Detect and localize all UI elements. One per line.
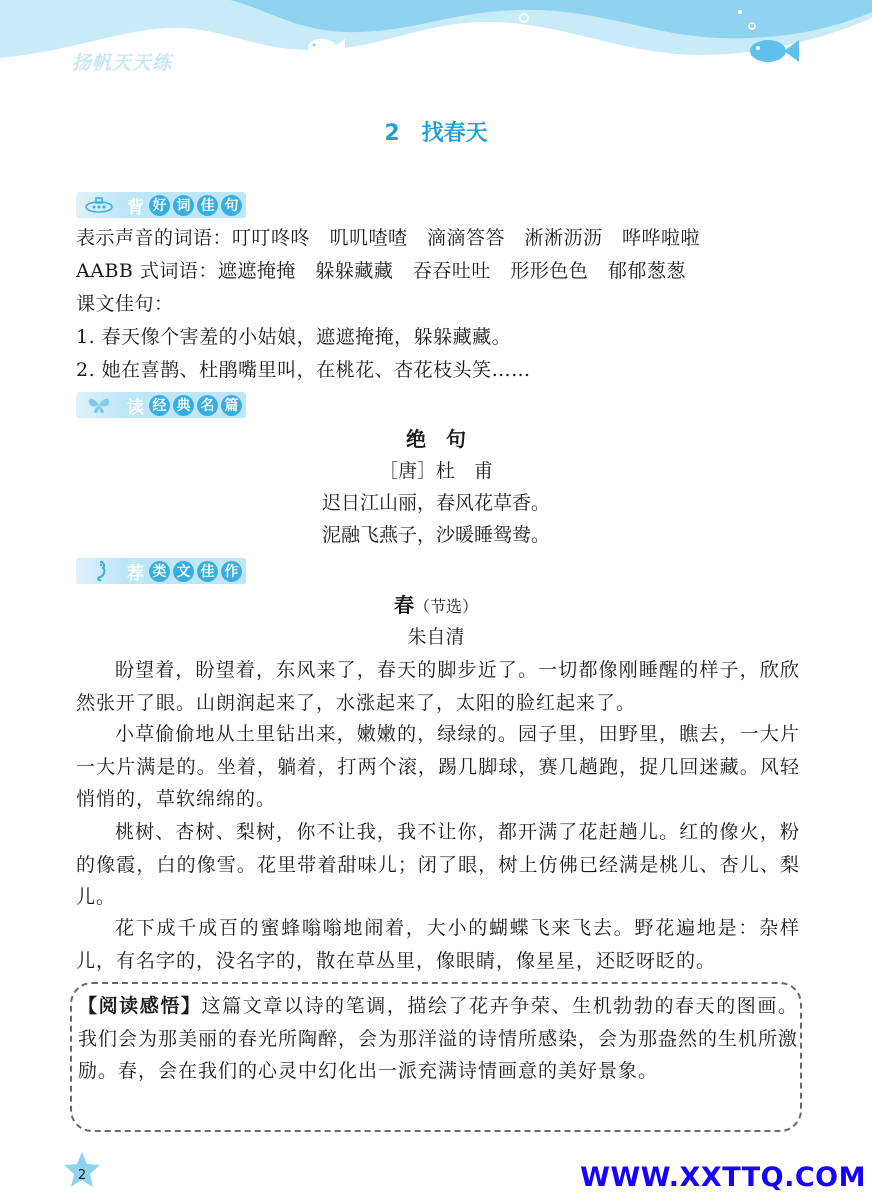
tag-char: 类 — [149, 561, 170, 582]
reflection-label: 【阅读感悟】 — [78, 995, 202, 1017]
sound-words-line: 表示声音的词语：叮叮咚咚 叽叽喳喳 滴滴答答 淅淅沥沥 哗哗啦啦 — [76, 227, 701, 249]
tag-char: 经 — [149, 395, 170, 416]
tag-char: 句 — [221, 195, 242, 216]
essay-title-note: （节选） — [413, 597, 478, 616]
tag-char: 典 — [173, 395, 194, 416]
butterfly-icon — [76, 392, 122, 418]
reflection-text — [78, 990, 798, 1088]
header-banner — [0, 0, 872, 80]
good-sentences-label: 课文佳句： — [76, 293, 174, 315]
tag-char: 名 — [197, 395, 218, 416]
essay-author: 朱自清 — [407, 626, 465, 648]
poem-line-1: 迟日江山丽，春风花草香。 — [321, 492, 550, 514]
tag-char: 作 — [221, 561, 242, 582]
essay-paragraph-1: 盼望着，盼望着，东风来了，春天的脚步近了。一切都像刚睡醒的样子，欣欣然张开了眼。山朗润起来了，水涨起来了，太阳的脸红起来了。 — [76, 659, 800, 714]
tag-char: 荐 — [127, 563, 144, 584]
section-tag-good-words — [76, 192, 246, 218]
seahorse-icon — [76, 558, 122, 584]
tag-char: 佳 — [197, 195, 218, 216]
submarine-icon — [76, 192, 122, 218]
tag-char: 佳 — [197, 561, 218, 582]
tag-char: 词 — [173, 195, 194, 216]
section-tag-recommended — [76, 558, 246, 584]
essay-title: 春 — [393, 593, 414, 617]
fish-icon — [306, 36, 346, 58]
lesson-name: 找春天 — [421, 121, 488, 146]
poem-line-2: 泥融飞燕子，沙暖睡鸳鸯。 — [321, 524, 550, 546]
poem-title: 绝 句 — [406, 427, 466, 451]
aabb-words-line: AABB 式词语：遮遮掩掩 躲躲藏藏 吞吞吐吐 形形色色 郁郁葱葱 — [76, 260, 686, 282]
fish-icon — [748, 36, 800, 66]
good-sentence-2: 2. 她在喜鹊、杜鹃嘴里叫，在桃花、杏花枝头笑…… — [76, 359, 531, 381]
tag-char: 读 — [127, 397, 144, 418]
reflection-body: 这篇文章以诗的笔调，描绘了花卉争荣、生机勃勃的春天的图画。我们会为那美丽的春光所陶醉，会为那洋溢的诗情所感染，会为那盎然的生机所激励。春，会在我们的心灵中幻化出一派充满诗情画意的美好景象。 — [78, 995, 799, 1082]
lesson-title — [0, 116, 872, 147]
tag-char: 好 — [149, 195, 170, 216]
essay-paragraph-2: 小草偷偷地从土里钻出来，嫩嫩的，绿绿的。园子里，田野里，瞧去，一大片一大片满是的。坐着，躺着，打两个滚，踢几脚球，赛几趟跑，捉几回迷藏。风轻悄悄的，草软绵绵的。 — [76, 723, 800, 810]
section-tag-classics — [76, 392, 246, 418]
essay-title-line — [0, 590, 872, 622]
brand-title: 扬帆天天练 — [72, 52, 173, 74]
poem-author: ［唐］杜 甫 — [378, 460, 493, 482]
tag-char: 文 — [173, 561, 194, 582]
tag-char: 背 — [127, 197, 144, 218]
essay-paragraph-3: 桃树、杏树、梨树，你不让我，我不让你，都开满了花赶趟儿。红的像火，粉的像霞，白的像雪。花里带着甜味儿；闭了眼，树上仿佛已经满是桃儿、杏儿、梨儿。 — [76, 821, 800, 908]
essay-paragraph-4: 花下成千成百的蜜蜂嗡嗡地闹着，大小的蝴蝶飞来飞去。野花遍地是：杂样儿，有名字的，没名字的，散在草丛里，像眼睛，像星星，还眨呀眨的。 — [76, 917, 800, 972]
good-sentence-1: 1. 春天像个害羞的小姑娘，遮遮掩掩，躲躲藏藏。 — [76, 326, 512, 348]
watermark: WWW.XXTTQ.COM — [580, 1162, 866, 1193]
page-number: 2 — [77, 1168, 87, 1183]
tag-char: 篇 — [221, 395, 242, 416]
lesson-number: 2 — [384, 121, 400, 146]
